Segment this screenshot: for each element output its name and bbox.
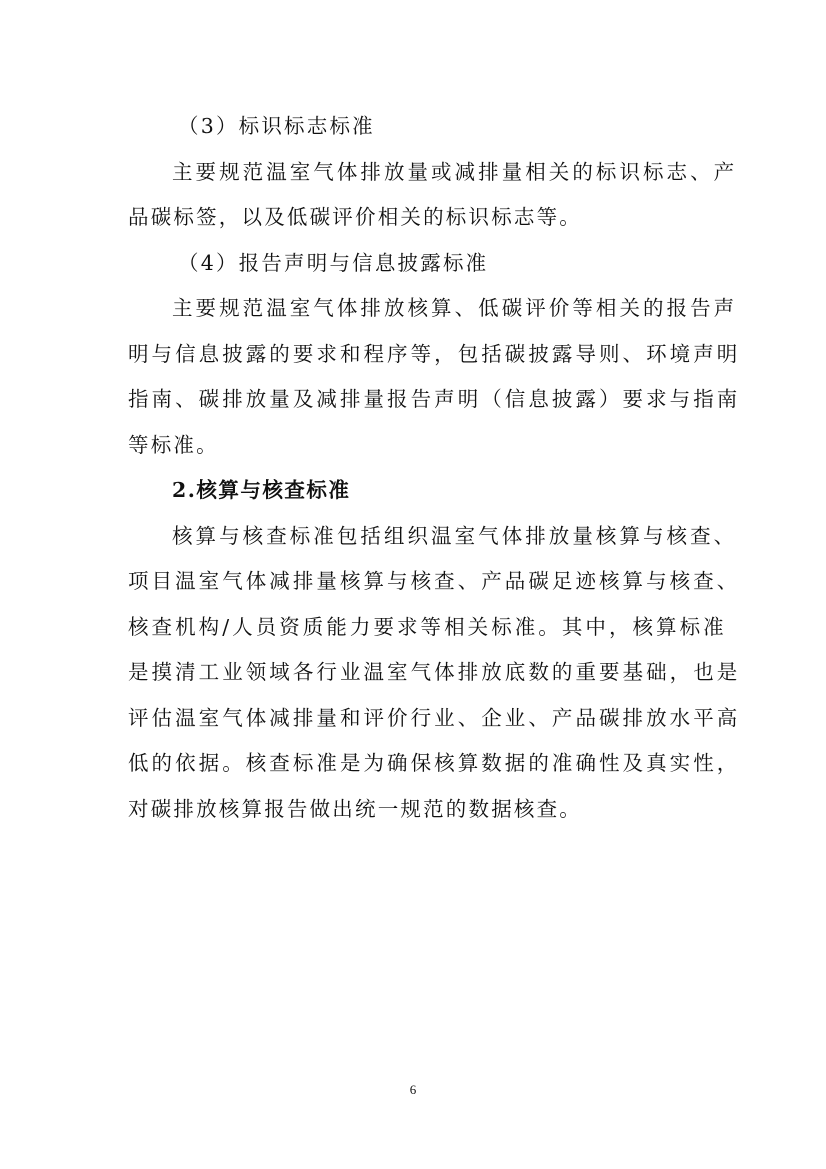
page-number: 6 — [409, 1082, 417, 1097]
paragraph-line: 主要规范温室气体排放量或减排量相关的标识标志、产 — [172, 159, 738, 184]
paragraph-line: 明与信息披露的要求和程序等，包括碳披露导则、环境声明 — [128, 341, 741, 366]
subsection-title-3: （3）标识标志标准 — [178, 114, 375, 138]
paragraph-line: 核算与核查标准包括组织温室气体排放量核算与核查、 — [172, 523, 738, 548]
paragraph-line: 低的依据。核查标准是为确保核算数据的准确性及真实性， — [128, 751, 741, 775]
paragraph-line: 品碳标签，以及低碳评价相关的标识标志等。 — [128, 205, 582, 229]
paragraph-line: 评估温室气体减排量和评价行业、企业、产品碳排放水平高 — [128, 705, 741, 730]
page-content — [128, 104, 741, 832]
paragraph-line: 项目温室气体减排量核算与核查、产品碳足迹核算与核查、 — [128, 569, 741, 593]
paragraph-line: 是摸清工业领域各行业温室气体排放底数的重要基础，也是 — [128, 660, 741, 684]
subsection-title-4: （4）报告声明与信息披露标准 — [178, 250, 489, 275]
section-heading-2: 2.核算与核查标准 — [172, 478, 351, 502]
paragraph-line: 对碳排放核算报告做出统一规范的数据核查。 — [128, 796, 582, 821]
paragraph-line: 主要规范温室气体排放核算、低碳评价等相关的报告声 — [172, 296, 738, 320]
paragraph-line: 等标准。 — [128, 432, 219, 457]
paragraph-line: 指南、碳排放量及减排量报告声明（信息披露）要求与指南 — [128, 387, 741, 411]
paragraph-line: 核查机构/人员资质能力要求等相关标准。其中，核算标准 — [128, 614, 727, 639]
